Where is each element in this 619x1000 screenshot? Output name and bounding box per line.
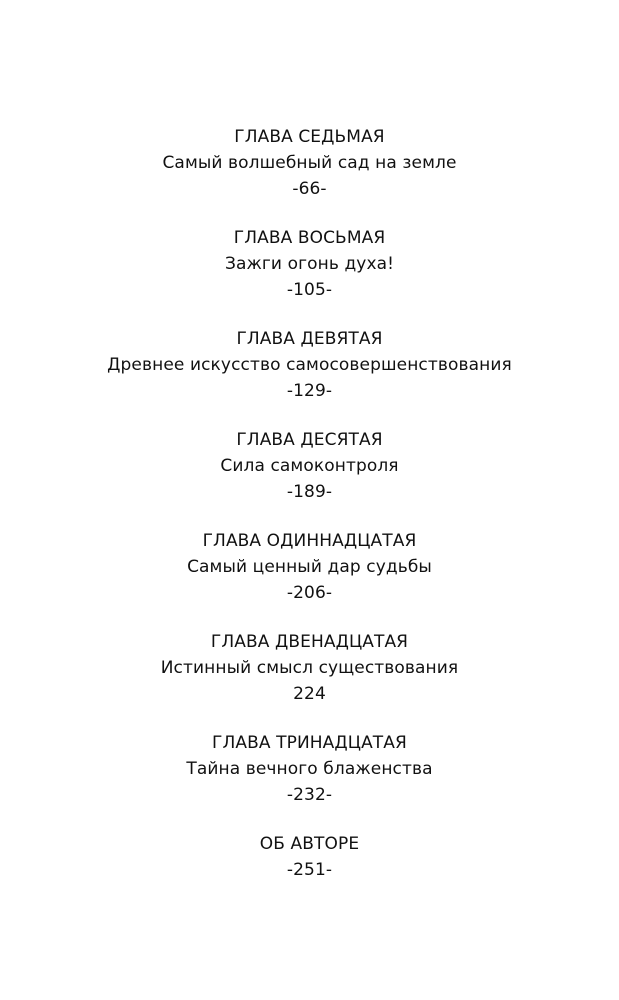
toc-entry-chapter-13 (0, 730, 619, 831)
page-number: -206- (286, 583, 333, 603)
chapter-heading: ГЛАВА ДЕСЯТАЯ (236, 430, 383, 450)
page-number: -189- (286, 482, 333, 502)
toc-entry-chapter-12 (0, 629, 619, 730)
chapter-title: Самый волшебный сад на земле (162, 153, 457, 173)
chapter-heading: ГЛАВА ОДИННАДЦАТАЯ (202, 531, 417, 551)
chapter-heading: ОБ АВТОРЕ (259, 834, 360, 854)
page-number: -129- (286, 381, 333, 401)
toc-entry-chapter-9 (0, 326, 619, 427)
chapter-heading: ГЛАВА ВОСЬМАЯ (233, 228, 386, 248)
chapter-title: Зажги огонь духа! (224, 254, 395, 274)
chapter-heading: ГЛАВА ТРИНАДЦАТАЯ (212, 733, 407, 753)
chapter-title: Сила самоконтроля (220, 456, 399, 476)
page-number: 224 (293, 684, 326, 704)
chapter-title: Тайна вечного блаженства (186, 759, 433, 779)
chapter-heading: ГЛАВА ДЕВЯТАЯ (236, 329, 383, 349)
chapter-title: Самый ценный дар судьбы (187, 557, 432, 577)
toc-entry-about-author (0, 831, 619, 932)
page-number: -232- (286, 785, 333, 805)
chapter-title: Истинный смысл существования (160, 658, 459, 678)
toc-entry-chapter-11 (0, 528, 619, 629)
page-number: -66- (292, 179, 327, 199)
chapter-heading: ГЛАВА ДВЕНАДЦАТАЯ (210, 632, 409, 652)
toc-entry-chapter-8 (0, 225, 619, 326)
page-number: -251- (286, 860, 333, 880)
toc-entry-chapter-7 (0, 124, 619, 225)
chapter-heading: ГЛАВА СЕДЬМАЯ (234, 127, 385, 147)
chapter-title: Древнее искусство самосовершенствования (107, 355, 512, 375)
table-of-contents (0, 124, 619, 932)
page-number: -105- (286, 280, 333, 300)
toc-entry-chapter-10 (0, 427, 619, 528)
